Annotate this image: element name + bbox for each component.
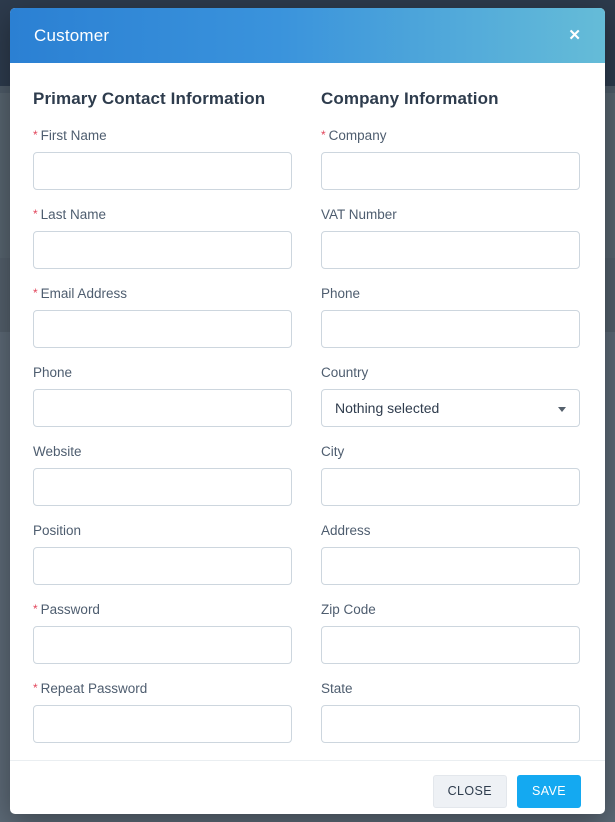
company-info-fields bbox=[321, 128, 580, 743]
password-field-group bbox=[33, 602, 292, 664]
country-select-value: Nothing selected bbox=[335, 400, 440, 416]
company-label: * Company bbox=[321, 128, 387, 143]
address-field-group bbox=[321, 523, 580, 585]
website-label: Website bbox=[33, 444, 82, 459]
required-asterisk: * bbox=[33, 602, 38, 616]
state-label: State bbox=[321, 681, 353, 696]
modal-footer bbox=[10, 760, 605, 822]
last-name-input[interactable] bbox=[33, 231, 292, 269]
required-asterisk: * bbox=[33, 681, 38, 695]
modal-header bbox=[10, 8, 605, 63]
zip-code-field-group bbox=[321, 602, 580, 664]
email-address-field-group bbox=[33, 286, 292, 348]
first-name-field-group bbox=[33, 128, 292, 190]
required-asterisk: * bbox=[33, 128, 38, 142]
primary-contact-fields bbox=[33, 128, 292, 743]
website-field-group bbox=[33, 444, 292, 506]
vat-number-label: VAT Number bbox=[321, 207, 397, 222]
country-select[interactable] bbox=[321, 389, 580, 427]
close-icon[interactable]: ✕ bbox=[568, 27, 581, 44]
required-asterisk: * bbox=[33, 207, 38, 221]
email-address-input[interactable] bbox=[33, 310, 292, 348]
phone-label: Phone bbox=[33, 365, 73, 380]
save-button[interactable]: SAVE bbox=[517, 775, 581, 808]
password-input[interactable] bbox=[33, 626, 292, 664]
phone-field-group bbox=[321, 286, 580, 348]
repeat-password-input[interactable] bbox=[33, 705, 292, 743]
repeat-password-field-group bbox=[33, 681, 292, 743]
position-input[interactable] bbox=[33, 547, 292, 585]
zip-code-input[interactable] bbox=[321, 626, 580, 664]
company-field-group bbox=[321, 128, 580, 190]
company-input[interactable] bbox=[321, 152, 580, 190]
position-field-group bbox=[33, 523, 292, 585]
primary-contact-heading: Primary Contact Information bbox=[33, 89, 266, 108]
first-name-label: * First Name bbox=[33, 128, 107, 143]
password-label: * Password bbox=[33, 602, 100, 617]
last-name-label: * Last Name bbox=[33, 207, 106, 222]
chevron-down-icon bbox=[558, 407, 566, 412]
zip-code-label: Zip Code bbox=[321, 602, 376, 617]
modal-body bbox=[10, 63, 605, 760]
required-asterisk: * bbox=[33, 286, 38, 300]
city-field-group bbox=[321, 444, 580, 506]
last-name-field-group bbox=[33, 207, 292, 269]
vat-number-field-group bbox=[321, 207, 580, 269]
required-asterisk: * bbox=[321, 128, 326, 142]
website-input[interactable] bbox=[33, 468, 292, 506]
country-label: Country bbox=[321, 365, 369, 380]
repeat-password-label: * Repeat Password bbox=[33, 681, 148, 696]
modal-title: Customer bbox=[34, 25, 110, 45]
address-input[interactable] bbox=[321, 547, 580, 585]
country-field-group bbox=[321, 365, 580, 427]
email-address-label: * Email Address bbox=[33, 286, 127, 301]
primary-contact-section bbox=[33, 81, 292, 760]
first-name-input[interactable] bbox=[33, 152, 292, 190]
position-label: Position bbox=[33, 523, 82, 538]
close-button[interactable]: CLOSE bbox=[433, 775, 507, 808]
customer-modal bbox=[10, 8, 605, 814]
city-label: City bbox=[321, 444, 345, 459]
phone-label: Phone bbox=[321, 286, 361, 301]
state-field-group bbox=[321, 681, 580, 743]
company-info-heading: Company Information bbox=[321, 89, 499, 108]
vat-number-input[interactable] bbox=[321, 231, 580, 269]
company-info-section bbox=[321, 81, 580, 760]
state-input[interactable] bbox=[321, 705, 580, 743]
address-label: Address bbox=[321, 523, 371, 538]
phone-field-group bbox=[33, 365, 292, 427]
phone-input[interactable] bbox=[321, 310, 580, 348]
city-input[interactable] bbox=[321, 468, 580, 506]
phone-input[interactable] bbox=[33, 389, 292, 427]
